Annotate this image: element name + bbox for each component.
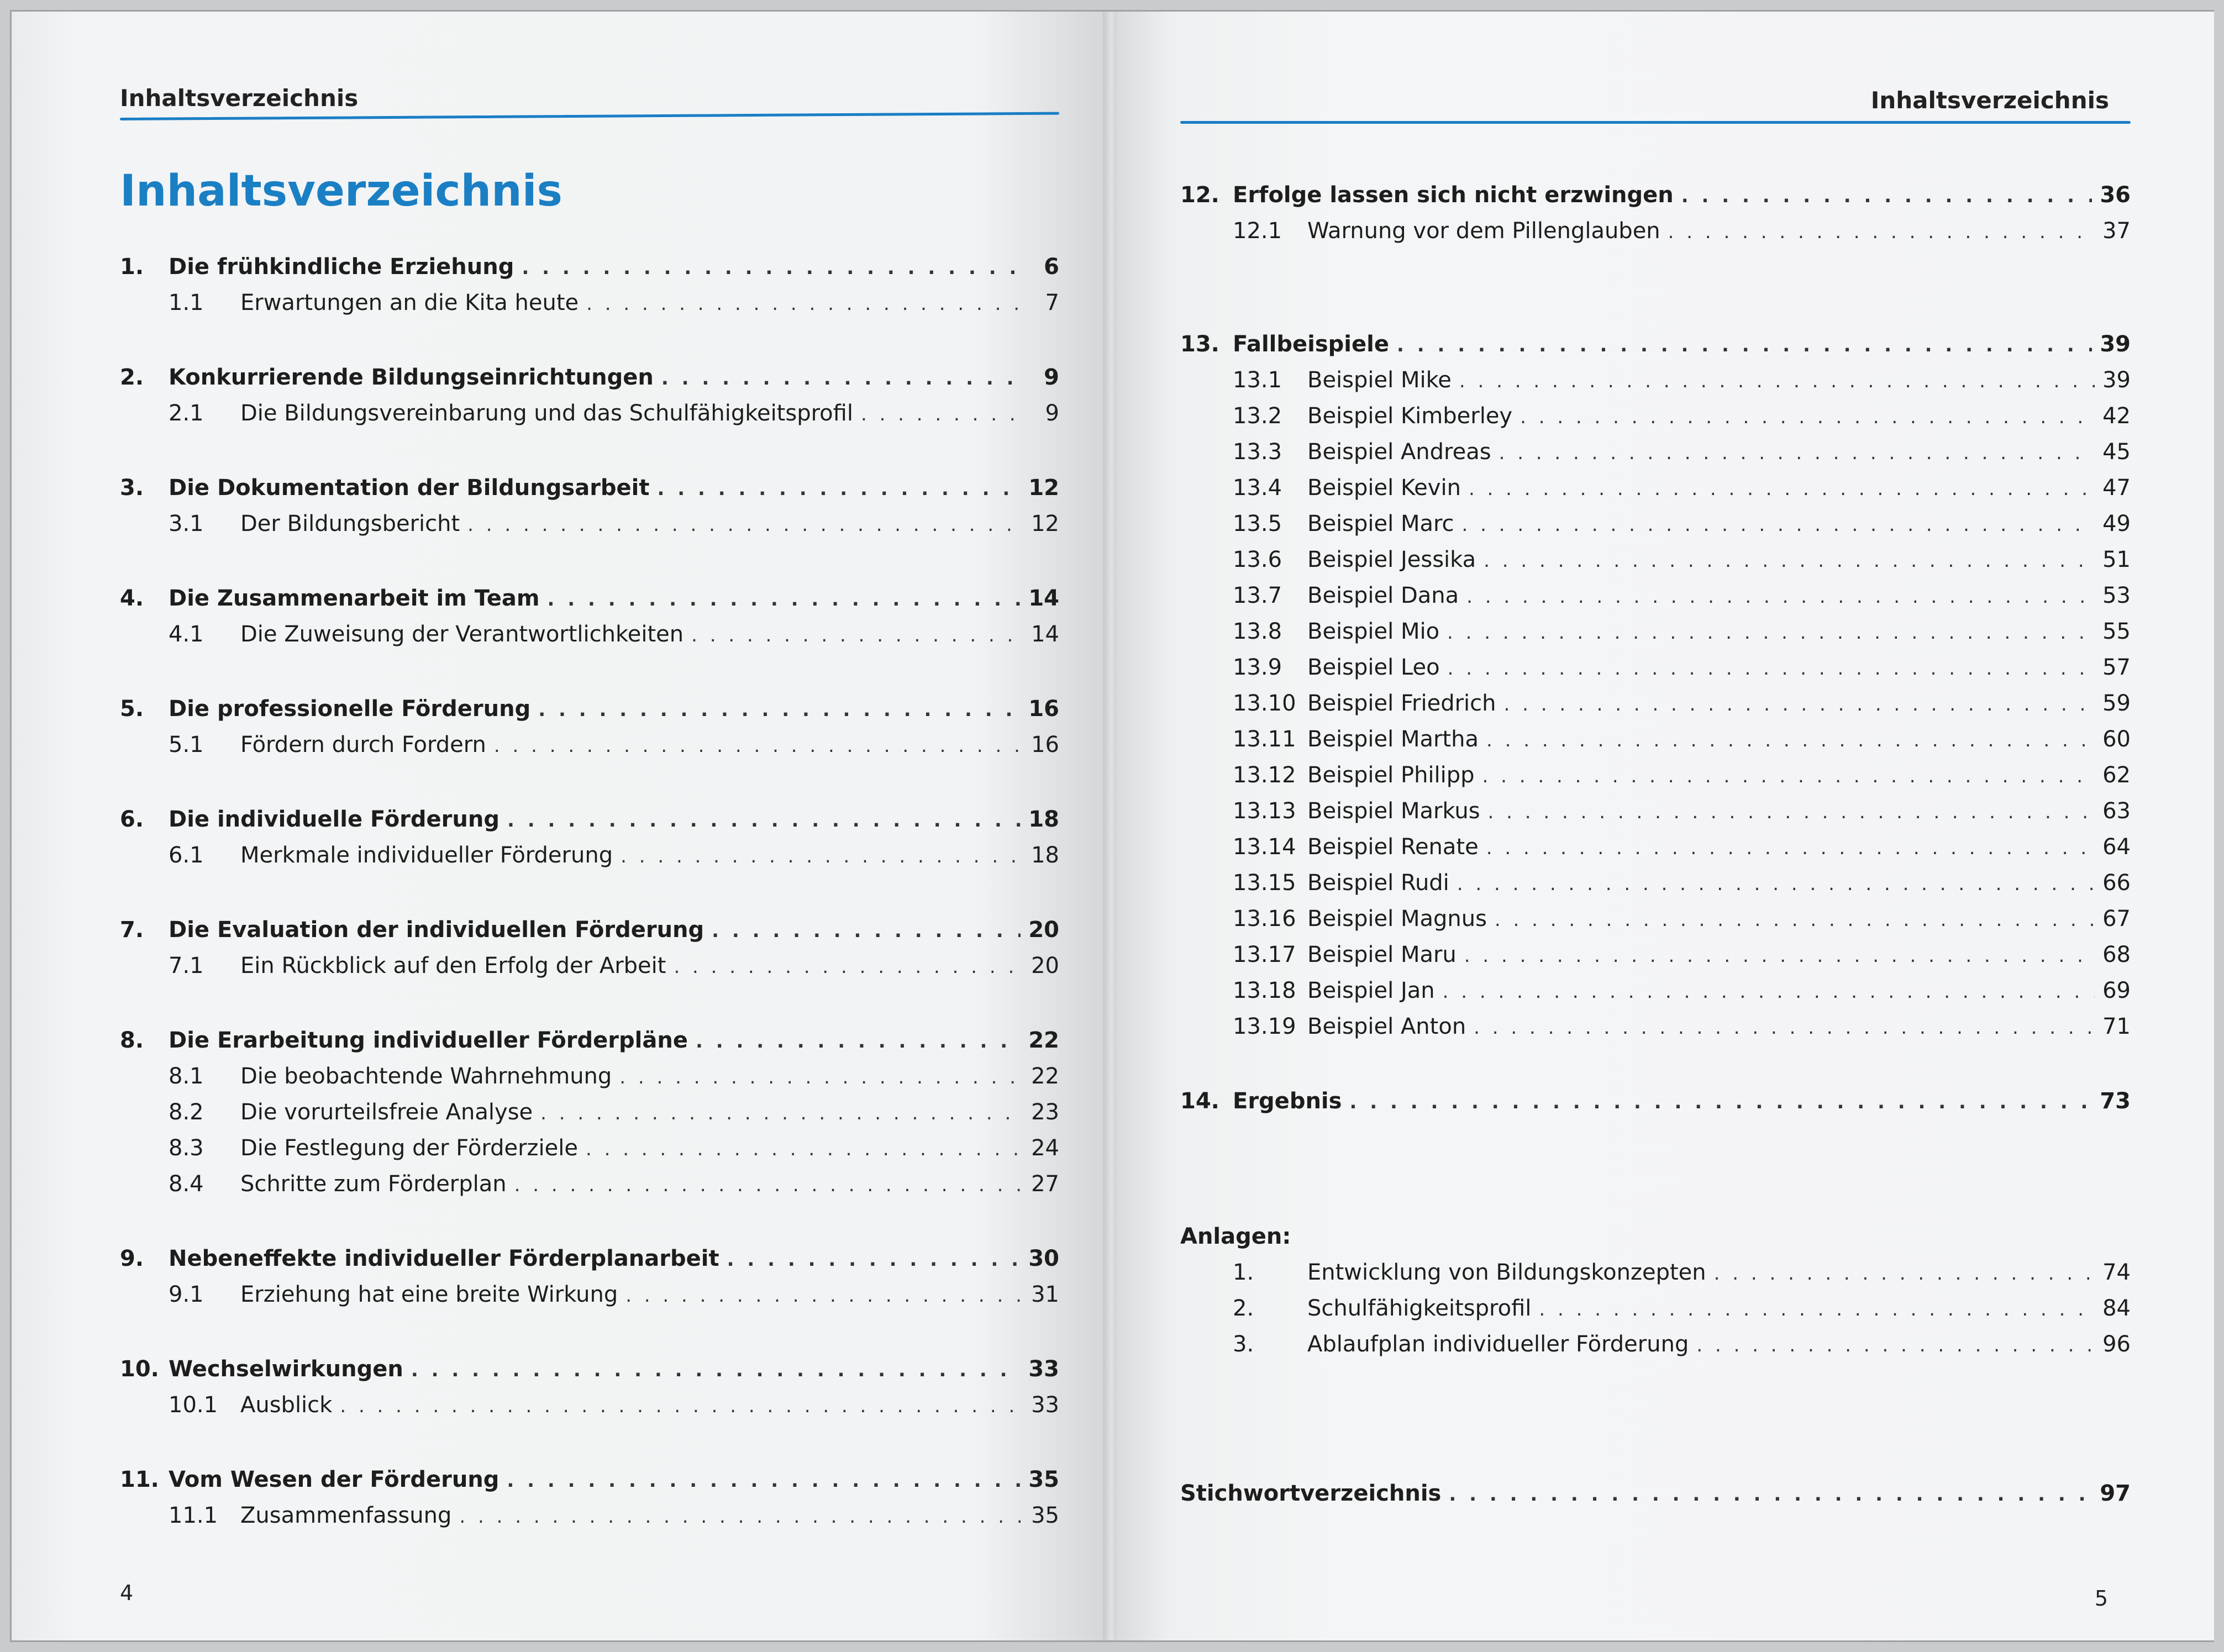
entry-page-number: 14	[1028, 586, 1059, 611]
entry-page-number: 6	[1044, 254, 1059, 280]
entry-page-number: 12	[1028, 475, 1059, 501]
spacer	[120, 1313, 1059, 1351]
dot-leader	[411, 1353, 1021, 1388]
entry-number: 13.6	[1233, 547, 1282, 572]
spacer	[120, 1423, 1059, 1462]
toc-chapter-entry	[120, 360, 1059, 396]
dot-leader	[1484, 543, 2095, 579]
entry-page-number: 74	[2102, 1260, 2131, 1285]
entry-title: Ein Rückblick auf den Erfolg der Arbeit	[240, 953, 666, 978]
entry-page-number: 16	[1028, 696, 1059, 722]
dot-leader	[494, 728, 1023, 764]
entry-number: 13.8	[1233, 619, 1282, 644]
toc-subsection-entry	[1180, 793, 2131, 829]
toc-subsection-entry	[1180, 614, 2131, 650]
right-page	[1117, 12, 2214, 1640]
entry-page-number: 59	[2102, 691, 2131, 716]
entry-title: Beispiel Mio	[1307, 619, 1440, 644]
spacer	[120, 1202, 1059, 1241]
toc-subsection-entry	[120, 838, 1059, 874]
toc-subsection-entry	[120, 506, 1059, 542]
toc-chapter-entry	[120, 249, 1059, 285]
entry-title: Erziehung hat eine breite Wirkung	[240, 1282, 618, 1307]
toc-chapter-entry	[120, 1023, 1059, 1059]
dot-leader	[1349, 1085, 2092, 1120]
toc-subsection-entry	[1180, 1009, 2131, 1045]
dot-leader	[1714, 1256, 2095, 1292]
entry-page-number: 53	[2102, 583, 2131, 608]
entry-title: Beispiel Dana	[1307, 583, 1459, 608]
entry-title: Warnung vor dem Pillenglauben	[1307, 218, 1660, 244]
entry-title: Fördern durch Fordern	[240, 732, 486, 757]
toc-subsection-entry	[120, 727, 1059, 763]
entry-page-number: 22	[1031, 1064, 1059, 1089]
entry-number: 13.19	[1233, 1014, 1296, 1039]
entry-title: Beispiel Jessika	[1307, 547, 1476, 572]
running-head: Inhaltsverzeichnis	[1870, 87, 2109, 114]
toc-chapter-entry	[120, 1462, 1059, 1498]
entry-title: Die Bildungsvereinbarung und das Schulfähigkeitsprofil	[240, 401, 853, 426]
entry-page-number: 14	[1031, 622, 1059, 647]
dot-leader	[1504, 687, 2095, 723]
entry-number: 4.	[120, 586, 144, 611]
dot-leader	[696, 1024, 1021, 1060]
entry-number: 12.1	[1233, 218, 1282, 244]
entry-page-number: 47	[2102, 475, 2131, 501]
entry-number: 3.	[120, 475, 144, 501]
entry-page-number: 24	[1031, 1135, 1059, 1161]
entry-number: 13.11	[1233, 727, 1296, 752]
toc-subsection-entry	[1180, 865, 2131, 901]
entry-number: 13.14	[1233, 834, 1296, 860]
toc-chapter-entry	[120, 1351, 1059, 1387]
dot-leader	[1520, 399, 2095, 435]
toc-list-right	[1180, 177, 2131, 1512]
entry-title: Beispiel Mike	[1307, 367, 1452, 393]
entry-number: 8.3	[169, 1135, 204, 1161]
entry-title: Die beobachtende Wahrnehmung	[240, 1064, 612, 1089]
entry-title: Beispiel Andreas	[1307, 439, 1491, 465]
entry-title: Nebeneffekte individueller Förderplanarbeit	[169, 1246, 719, 1271]
dot-leader	[548, 582, 1021, 618]
appendix-entry	[1180, 1255, 2131, 1291]
entry-page-number: 42	[2102, 403, 2131, 429]
spacer	[1180, 1362, 2131, 1476]
entry-number: 3.1	[169, 511, 204, 536]
page-number: 4	[120, 1581, 134, 1605]
toc-subsection-entry	[120, 285, 1059, 321]
entry-page-number: 20	[1028, 917, 1059, 943]
entry-number: 13.2	[1233, 403, 1282, 429]
entry-title: Stichwortverzeichnis	[1180, 1481, 1442, 1506]
entry-title: Die professionelle Förderung	[169, 696, 531, 722]
entry-page-number: 55	[2102, 619, 2131, 644]
entry-title: Beispiel Marc	[1307, 511, 1454, 536]
dot-leader	[625, 1278, 1023, 1314]
entry-page-number: 73	[2100, 1088, 2131, 1114]
dot-leader	[691, 618, 1023, 654]
entry-number: 2.	[1233, 1296, 1254, 1321]
dot-leader	[1488, 795, 2095, 830]
entry-page-number: 9	[1045, 401, 1059, 426]
entry-title: Die individuelle Förderung	[169, 807, 500, 832]
entry-title: Entwicklung von Bildungskonzepten	[1307, 1260, 1706, 1285]
dot-leader	[459, 1499, 1023, 1535]
entry-number: 13.4	[1233, 475, 1282, 501]
entry-title: Die Zusammenarbeit im Team	[169, 586, 540, 611]
toc-subsection-entry	[120, 1498, 1059, 1534]
entry-number: 13.3	[1233, 439, 1282, 465]
spacer	[1180, 1119, 2131, 1219]
entry-page-number: 16	[1031, 732, 1059, 757]
toc-subsection-entry	[1180, 722, 2131, 757]
entry-page-number: 39	[2102, 367, 2131, 393]
dot-leader	[1474, 1010, 2095, 1046]
dot-leader	[522, 250, 1024, 286]
entry-title: Die Evaluation der individuellen Förderung	[169, 917, 704, 943]
spacer	[120, 653, 1059, 691]
entry-page-number: 57	[2102, 655, 2131, 680]
dot-leader	[1397, 328, 2092, 364]
entry-number: 11.1	[169, 1503, 218, 1528]
entry-title: Ausblick	[240, 1392, 333, 1418]
entry-title: Beispiel Jan	[1307, 978, 1435, 1003]
dot-leader	[658, 471, 1021, 507]
entry-number: 6.1	[169, 843, 204, 868]
entry-page-number: 7	[1045, 290, 1059, 315]
entry-page-number: 67	[2102, 906, 2131, 932]
entry-number: 13.5	[1233, 511, 1282, 536]
entry-title: Die Dokumentation der Bildungsarbeit	[169, 475, 650, 501]
spacer	[1180, 288, 2131, 327]
toc-chapter-entry	[120, 1241, 1059, 1277]
toc-subsection-entry	[1180, 506, 2131, 542]
toc-subsection-entry	[1180, 829, 2131, 865]
entry-number: 14.	[1180, 1088, 1219, 1114]
appendix-entry	[1180, 1327, 2131, 1362]
entry-title: Der Bildungsbericht	[240, 511, 460, 536]
dot-leader	[586, 286, 1024, 322]
entry-number: 9.	[120, 1246, 144, 1271]
dot-leader	[1668, 214, 2095, 250]
spacer	[1180, 1045, 2131, 1083]
dot-leader	[1681, 178, 2092, 214]
entry-number: 10.	[120, 1356, 159, 1382]
dot-leader	[1495, 902, 2095, 938]
dot-leader	[467, 507, 1023, 543]
toc-chapter-entry	[120, 912, 1059, 948]
entry-number: 8.2	[169, 1099, 204, 1125]
entry-number: 13.17	[1233, 942, 1296, 967]
entry-number: 13.13	[1233, 798, 1296, 824]
entry-page-number: 37	[2102, 218, 2131, 244]
entry-number: 3.	[1233, 1332, 1254, 1357]
entry-page-number: 36	[2100, 182, 2131, 208]
entry-title: Fallbeispiele	[1233, 332, 1389, 357]
toc-chapter-entry	[1180, 1083, 2131, 1119]
entry-number: 13.10	[1233, 691, 1296, 716]
toc-subsection-entry	[1180, 650, 2131, 686]
entry-page-number: 68	[2102, 942, 2131, 967]
dot-leader	[507, 1463, 1021, 1499]
page-number: 5	[2094, 1586, 2108, 1611]
entry-title: Ergebnis	[1233, 1088, 1342, 1114]
entry-number: 8.	[120, 1028, 144, 1053]
toc-subsection-entry	[1180, 434, 2131, 470]
dot-leader	[1466, 579, 2095, 615]
entry-page-number: 49	[2102, 511, 2131, 536]
toc-list-left	[120, 249, 1059, 1534]
entry-number: 8.1	[169, 1064, 204, 1089]
entry-page-number: 71	[2102, 1014, 2131, 1039]
entry-number: 10.1	[169, 1392, 218, 1418]
toc-subsection-entry	[120, 617, 1059, 653]
toc-subsection-entry	[120, 396, 1059, 432]
entry-number: 12.	[1180, 182, 1219, 208]
entry-title: Die Erarbeitung individueller Förderpläne	[169, 1028, 688, 1053]
entry-number: 1.	[1233, 1260, 1254, 1285]
entry-page-number: 20	[1031, 953, 1059, 978]
toc-subsection-entry	[1180, 973, 2131, 1009]
toc-chapter-entry	[1180, 327, 2131, 362]
toc-subsection-entry	[120, 1059, 1059, 1095]
appendix-heading: Anlagen:	[1180, 1224, 1291, 1249]
dot-leader	[1482, 759, 2095, 795]
toc-chapter-entry	[120, 470, 1059, 506]
toc-subsection-entry	[1180, 686, 2131, 722]
spacer	[1180, 249, 2131, 288]
entry-title: Beispiel Maru	[1307, 942, 1457, 967]
toc-subsection-entry	[1180, 362, 2131, 398]
entry-number: 11.	[120, 1467, 159, 1492]
entry-number: 7.1	[169, 953, 204, 978]
entry-number: 9.1	[169, 1282, 204, 1307]
spacer	[120, 984, 1059, 1023]
dot-leader	[1443, 974, 2095, 1010]
spacer	[120, 874, 1059, 912]
toc-subsection-entry	[120, 1130, 1059, 1166]
entry-number: 2.	[120, 365, 144, 390]
entry-page-number: 45	[2102, 439, 2131, 465]
toc-subsection-entry	[120, 1095, 1059, 1130]
toc-subsection-entry	[120, 948, 1059, 984]
entry-title: Erfolge lassen sich nicht erzwingen	[1233, 182, 1674, 208]
entry-page-number: 33	[1031, 1392, 1059, 1418]
entry-page-number: 66	[2102, 870, 2131, 896]
dot-leader	[1447, 615, 2095, 651]
entry-number: 13.1	[1233, 367, 1282, 393]
toc-subsection-entry	[120, 1166, 1059, 1202]
entry-page-number: 12	[1031, 511, 1059, 536]
entry-title: Beispiel Philipp	[1307, 762, 1475, 788]
entry-title: Schritte zum Förderplan	[240, 1171, 507, 1197]
dot-leader	[538, 692, 1021, 728]
toc-chapter-entry	[120, 691, 1059, 727]
entry-title: Beispiel Kimberley	[1307, 403, 1513, 429]
running-head: Inhaltsverzeichnis	[120, 85, 359, 112]
toc-chapter-entry	[120, 802, 1059, 838]
toc-subsection-entry	[120, 1277, 1059, 1313]
spacer	[120, 321, 1059, 360]
toc-subsection-entry	[120, 1387, 1059, 1423]
dot-leader	[619, 1060, 1023, 1096]
entry-number: 6.	[120, 807, 144, 832]
toc-chapter-entry	[1180, 177, 2131, 213]
entry-page-number: 35	[1031, 1503, 1059, 1528]
header-rule	[120, 112, 1059, 120]
dot-leader	[1539, 1292, 2095, 1328]
entry-page-number: 39	[2100, 332, 2131, 357]
dot-leader	[340, 1388, 1023, 1424]
entry-title: Beispiel Martha	[1307, 727, 1479, 752]
entry-page-number: 96	[2102, 1332, 2131, 1357]
entry-page-number: 27	[1031, 1171, 1059, 1197]
entry-title: Die vorurteilsfreie Analyse	[240, 1099, 533, 1125]
page-title: Inhaltsverzeichnis	[120, 166, 562, 216]
dot-leader	[1449, 1477, 2092, 1513]
entry-page-number: 33	[1028, 1356, 1059, 1382]
entry-number: 2.1	[169, 401, 204, 426]
entry-number: 1.1	[169, 290, 204, 315]
entry-title: Konkurrierende Bildungseinrichtungen	[169, 365, 654, 390]
entry-title: Beispiel Rudi	[1307, 870, 1449, 896]
entry-title: Beispiel Leo	[1307, 655, 1440, 680]
entry-title: Die frühkindliche Erziehung	[169, 254, 514, 280]
entry-title: Vom Wesen der Förderung	[169, 1467, 500, 1492]
entry-page-number: 97	[2100, 1481, 2131, 1506]
dot-leader	[661, 361, 1024, 397]
entry-page-number: 60	[2102, 727, 2131, 752]
dot-leader	[1486, 830, 2095, 866]
entry-title: Merkmale individueller Förderung	[240, 843, 613, 868]
entry-title: Beispiel Magnus	[1307, 906, 1487, 932]
entry-page-number: 84	[2102, 1296, 2131, 1321]
entry-number: 13.15	[1233, 870, 1296, 896]
entry-page-number: 23	[1031, 1099, 1059, 1125]
entry-number: 13.18	[1233, 978, 1296, 1003]
entry-number: 13.7	[1233, 583, 1282, 608]
entry-page-number: 22	[1028, 1028, 1059, 1053]
entry-page-number: 51	[2102, 547, 2131, 572]
entry-title: Beispiel Kevin	[1307, 475, 1461, 501]
toc-subsection-entry	[1180, 542, 2131, 578]
entry-number: 4.1	[169, 622, 204, 647]
dot-leader	[507, 803, 1021, 839]
entry-title: Schulfähigkeitsprofil	[1307, 1296, 1532, 1321]
entry-number: 13.12	[1233, 762, 1296, 788]
toc-subsection-entry	[1180, 213, 2131, 249]
entry-page-number: 69	[2102, 978, 2131, 1003]
spacer	[120, 542, 1059, 581]
dot-leader	[1464, 938, 2095, 974]
dot-leader	[1469, 471, 2095, 507]
entry-title: Die Zuweisung der Verantwortlichkeiten	[240, 622, 684, 647]
entry-number: 1.	[120, 254, 144, 280]
entry-page-number: 64	[2102, 834, 2131, 860]
entry-title: Wechselwirkungen	[169, 1356, 403, 1382]
left-page	[12, 12, 1106, 1640]
dot-leader	[540, 1096, 1023, 1132]
index-entry	[1180, 1476, 2131, 1512]
dot-leader	[1457, 866, 2095, 902]
book-spread	[10, 10, 2214, 1642]
entry-number: 8.4	[169, 1171, 204, 1197]
dot-leader	[674, 949, 1023, 985]
dot-leader	[1486, 723, 2095, 759]
dot-leader	[586, 1132, 1023, 1167]
toc-subsection-entry	[1180, 470, 2131, 506]
entry-title: Ablaufplan individueller Förderung	[1307, 1332, 1689, 1357]
entry-title: Beispiel Anton	[1307, 1014, 1466, 1039]
entry-number: 5.	[120, 696, 144, 722]
toc-subsection-entry	[1180, 578, 2131, 614]
entry-page-number: 18	[1031, 843, 1059, 868]
dot-leader	[1696, 1328, 2095, 1364]
entry-page-number: 62	[2102, 762, 2131, 788]
dot-leader	[727, 1242, 1021, 1278]
dot-leader	[712, 913, 1021, 949]
entry-title: Zusammenfassung	[240, 1503, 452, 1528]
entry-title: Beispiel Renate	[1307, 834, 1479, 860]
toc-subsection-entry	[1180, 937, 2131, 973]
entry-number: 7.	[120, 917, 144, 943]
toc-chapter-entry	[120, 581, 1059, 617]
entry-title: Erwartungen an die Kita heute	[240, 290, 579, 315]
entry-number: 13.9	[1233, 655, 1282, 680]
dot-leader	[514, 1167, 1023, 1203]
entry-page-number: 31	[1031, 1282, 1059, 1307]
toc-subsection-entry	[1180, 901, 2131, 937]
dot-leader	[1459, 364, 2095, 399]
dot-leader	[861, 397, 1024, 433]
entry-number: 13.	[1180, 332, 1219, 357]
dot-leader	[1462, 507, 2095, 543]
entry-page-number: 30	[1028, 1246, 1059, 1271]
toc-subsection-entry	[1180, 757, 2131, 793]
entry-title: Beispiel Markus	[1307, 798, 1480, 824]
dot-leader	[621, 839, 1023, 875]
entry-title: Die Festlegung der Förderziele	[240, 1135, 578, 1161]
entry-number: 13.16	[1233, 906, 1296, 932]
spacer	[120, 763, 1059, 802]
entry-title: Beispiel Friedrich	[1307, 691, 1496, 716]
dot-leader	[1499, 435, 2095, 471]
header-rule	[1180, 121, 2131, 124]
appendix-entry	[1180, 1291, 2131, 1327]
entry-page-number: 9	[1044, 365, 1059, 390]
spacer	[120, 432, 1059, 470]
entry-number: 5.1	[169, 732, 204, 757]
dot-leader	[1448, 651, 2095, 687]
entry-page-number: 35	[1028, 1467, 1059, 1492]
entry-page-number: 18	[1028, 807, 1059, 832]
entry-page-number: 63	[2102, 798, 2131, 824]
toc-subsection-entry	[1180, 398, 2131, 434]
